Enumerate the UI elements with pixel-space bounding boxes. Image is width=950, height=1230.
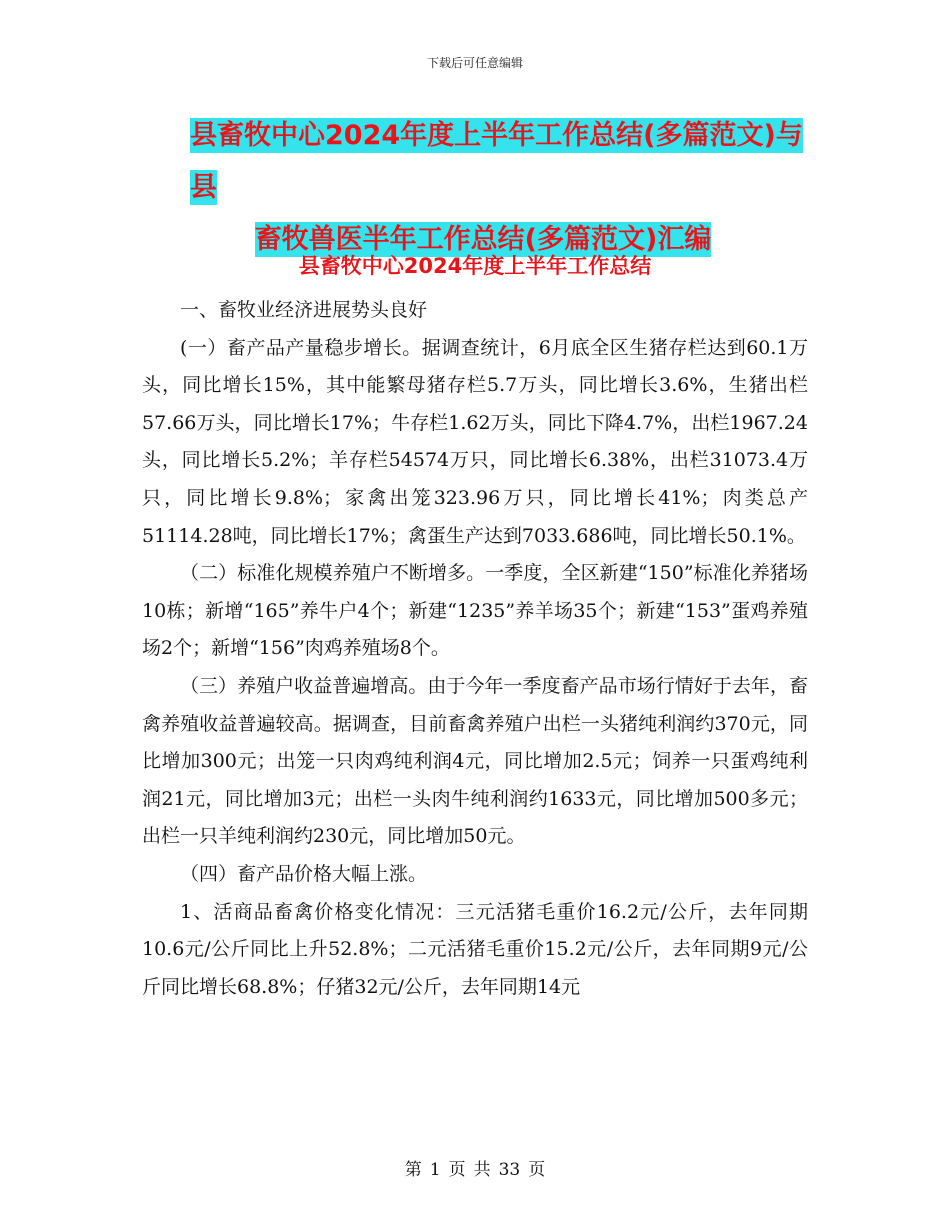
footer-page-label: 第 bbox=[404, 1160, 422, 1180]
paragraph: 一、畜牧业经济进展势头良好 bbox=[180, 299, 428, 321]
document-body bbox=[142, 292, 808, 1006]
paragraph: （三）养殖户收益普遍增高。由于今年一季度畜产品市场行情好于去年，畜禽养殖收益普遍较高。据调查，目前畜禽养殖户出栏一头猪纯利润约370元，同比增加300元；出笼一只肉鸡纯利润4元，同比增加2.5元；饲养一只蛋鸡纯利润21元，同比增加3元；出栏一头肉牛纯利润约1633元，同比增加500多元；出栏一只羊纯利润约230元，同比增加50元。 bbox=[142, 674, 808, 848]
footer-total-pages: 33 bbox=[498, 1160, 521, 1180]
page-footer bbox=[0, 1155, 950, 1180]
footer-page-unit: 页 bbox=[448, 1160, 466, 1180]
paragraph: （二）标准化规模养殖户不断增多。一季度，全区新建“150”标准化养猪场10栋；新增“165”养牛户4个；新建“1235”养羊场35个；新建“153”蛋鸡养殖场2个；新增“156”肉鸡养殖场8个。 bbox=[142, 562, 808, 660]
section-title: 县畜牧中心2024年度上半年工作总结 bbox=[298, 254, 652, 278]
page-header-note: 下载后可任意编辑 bbox=[426, 56, 523, 70]
title-line-2: 畜牧兽医半年工作总结(多篇范文)汇编 bbox=[254, 224, 712, 255]
title-line-1: 县畜牧中心2024年度上半年工作总结(多篇范文)与县 bbox=[190, 120, 803, 203]
paragraph: (一）畜产品产量稳步增长。据调查统计，6月底全区生猪存栏达到60.1万头，同比增长15%，其中能繁母猪存栏5.7万头，同比增长3.6%，生猪出栏57.66万头，同比增长17%；牛存栏1.62万头，同比下降4.7%，出栏1967.24头，同比增长5.2%；羊存栏54574万只，同比增长6.38%，出栏31073.4万只，同比增长9.8%；家禽出笼323.96万只，同比增长41%；肉类总产51114.28吨，同比增长17%；禽蛋生产达到7033.686吨，同比增长50.1%。 bbox=[142, 336, 808, 547]
paragraph: 1、活商品畜禽价格变化情况：三元活猪毛重价16.2元/公斤，去年同期10.6元/公斤同比上升52.8%；二元活猪毛重价15.2元/公斤，去年同期9元/公斤同比增长68.8%；仔猪32元/公斤，去年同期14元 bbox=[142, 900, 808, 998]
document-title bbox=[140, 110, 820, 266]
footer-total-label: 共 bbox=[473, 1160, 491, 1180]
footer-total-unit: 页 bbox=[528, 1160, 546, 1180]
footer-page-number: 1 bbox=[429, 1160, 441, 1180]
paragraph: （四）畜产品价格大幅上涨。 bbox=[180, 862, 428, 885]
